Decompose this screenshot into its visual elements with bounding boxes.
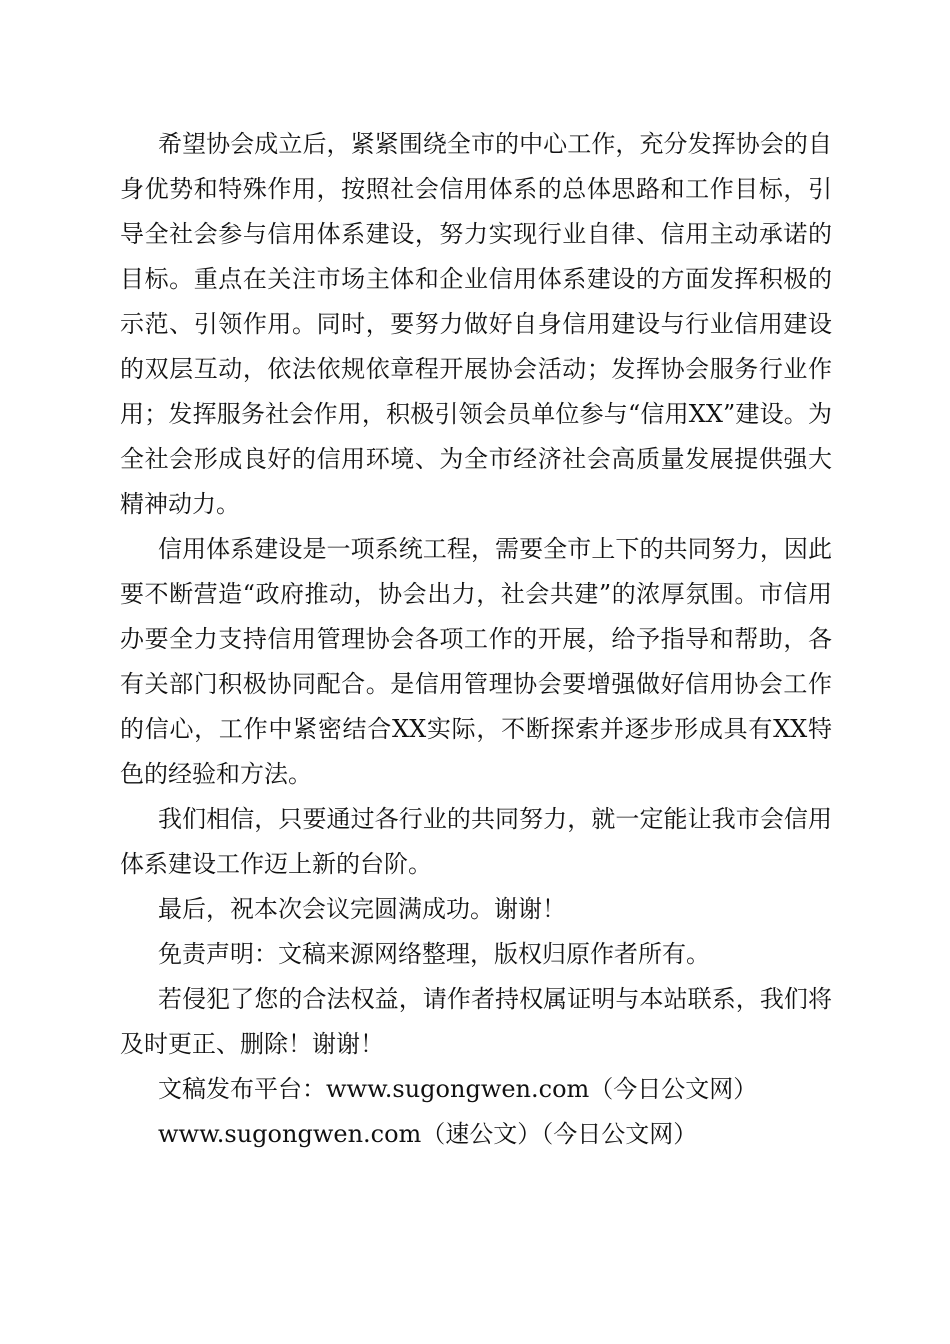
site-line: www.sugongwen.com（速公文）（今日公文网）: [158, 1120, 698, 1148]
paragraph-association-hopes: 希望协会成立后，紧紧围绕全市的中心工作，充分发挥协会的自身优势和特殊作用，按照社会信用体系的总体思路和工作目标，引导全社会参与信用体系建设，努力实现行业自律、信用主动承诺的目标。重点在关注市场主体和企业信用体系建设的方面发挥积极的示范、引领作用。同时，要努力做好自身信用建设与行业信用建设的双层互动，依法依规依章程开展协会活动；发挥协会服务行业作用；发挥服务社会作用，积极引领会员单位参与“信用XX”建设。为全社会形成良好的信用环境、为全市经济社会高质量发展提供强大精神动力。: [120, 130, 832, 518]
paragraph-infringement-notice: 若侵犯了您的合法权益，请作者持权属证明与本站联系，我们将及时更正、删除！谢谢！: [120, 985, 832, 1058]
paragraph-disclaimer: 免责声明：文稿来源网络整理，版权归原作者所有。: [158, 940, 710, 968]
paragraph-belief: 我们相信，只要通过各行业的共同努力，就一定能让我市会信用体系建设工作迈上新的台阶。: [120, 805, 832, 878]
paragraph-credit-system-construction: 信用体系建设是一项系统工程，需要全市上下的共同努力，因此要不断营造“政府推动，协会出力，社会共建”的浓厚氛围。市信用办要全力支持信用管理协会各项工作的开展，给予指导和帮助，各有关部门积极协同配合。是信用管理协会要增强做好信用协会工作的信心，工作中紧密结合XX实际，不断探索并逐步形成具有XX特色的经验和方法。: [120, 535, 832, 788]
platform-line: 文稿发布平台：www.sugongwen.com（今日公文网）: [158, 1075, 758, 1103]
document-body: [120, 122, 832, 1157]
paragraph-closing-wishes: 最后，祝本次会议完圆满成功。谢谢！: [158, 895, 566, 923]
